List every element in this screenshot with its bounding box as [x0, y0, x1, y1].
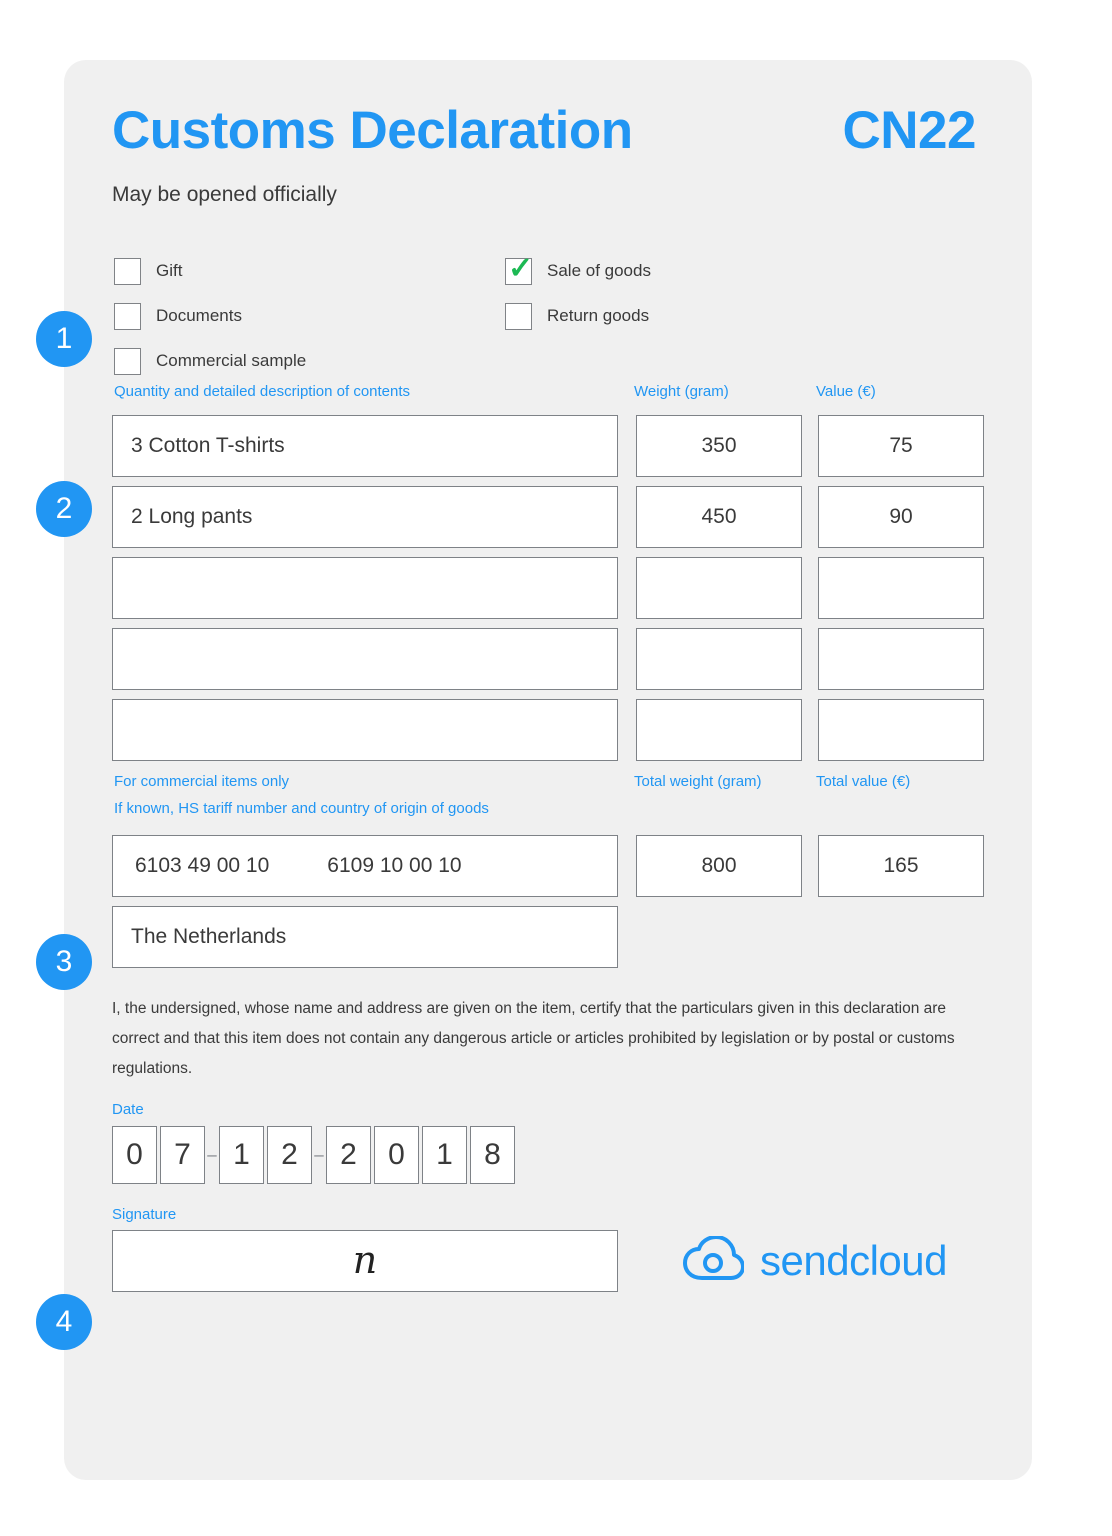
date-separator-1: –: [207, 1145, 217, 1165]
page-title: Customs Declaration: [112, 101, 633, 160]
checkbox-label-gift: Gift: [156, 261, 183, 280]
table-headers: [112, 383, 984, 409]
date-digit-day-2[interactable]: 7: [160, 1126, 205, 1184]
table-row: [112, 486, 984, 548]
date-digit-day-1[interactable]: 0: [112, 1126, 157, 1184]
item-weight-input[interactable]: [636, 628, 802, 690]
form-header: [112, 100, 984, 161]
checkbox-gift[interactable]: [114, 258, 141, 285]
date-digit-month-1[interactable]: 1: [219, 1126, 264, 1184]
column-header-description: Quantity and detailed description of contents: [114, 383, 411, 400]
signature-row: [112, 1230, 984, 1292]
declaration-text: I, the undersigned, whose name and address are given on the item, certify that the particulars given in this declaration are correct and that this item does not contain any dangerous article or articles prohibited by legislation or by postal or customs regulations.: [112, 1000, 955, 1077]
hs-code-1: 6103 49 00 10: [135, 854, 270, 877]
shipment-type-checkboxes: [112, 249, 984, 379]
checkbox-row-return-goods[interactable]: [505, 294, 651, 338]
total-value-label: Total value (€): [816, 773, 911, 790]
column-header-value: Value (€): [816, 383, 876, 400]
table-row: [112, 906, 984, 968]
table-row: [112, 415, 984, 477]
table-row: [112, 699, 984, 761]
form-content: [112, 100, 984, 1292]
table-row: [112, 835, 984, 897]
items-table: [112, 415, 984, 761]
commercial-section-headers: [112, 773, 984, 829]
commercial-items-label: For commercial items only: [114, 773, 290, 790]
checkbox-label-commercial-sample: Commercial sample: [156, 351, 307, 370]
signature-label: Signature: [112, 1206, 177, 1224]
step-badge-3: 3: [36, 934, 92, 990]
item-weight-input[interactable]: 450: [636, 486, 802, 548]
checkbox-commercial-sample[interactable]: [114, 348, 141, 375]
checkbox-row-documents[interactable]: [114, 294, 306, 338]
sendcloud-logo: [682, 1236, 947, 1287]
checkbox-column-left: [114, 249, 306, 384]
commercial-table: [112, 835, 984, 968]
cn22-form-card: [64, 60, 1032, 1480]
brand-name: sendcloud: [760, 1237, 947, 1285]
item-weight-input[interactable]: [636, 699, 802, 761]
item-description-input[interactable]: [112, 628, 618, 690]
column-header-weight: Weight (gram): [634, 383, 729, 400]
checkbox-label-sale-of-goods: Sale of goods: [547, 261, 651, 280]
form-subtitle: May be opened officially: [112, 183, 337, 206]
form-code: CN22: [842, 101, 976, 160]
signature-mark: n: [352, 1238, 378, 1283]
checkbox-column-right: [505, 249, 651, 339]
checkbox-label-documents: Documents: [156, 306, 242, 325]
total-value-input[interactable]: 165: [818, 835, 984, 897]
cloud-icon: [682, 1236, 744, 1287]
checkbox-documents[interactable]: [114, 303, 141, 330]
checkbox-row-gift[interactable]: [114, 249, 306, 293]
item-weight-input[interactable]: [636, 557, 802, 619]
signature-input[interactable]: [112, 1230, 618, 1292]
checkbox-sale-of-goods[interactable]: [505, 251, 534, 285]
hs-codes-input[interactable]: [112, 835, 618, 897]
item-weight-input[interactable]: 350: [636, 415, 802, 477]
item-value-input[interactable]: 90: [818, 486, 984, 548]
step-badge-1: 1: [36, 311, 92, 367]
table-row: [112, 628, 984, 690]
hs-code-2: 6109 10 00 10: [327, 854, 462, 877]
date-field: [112, 1126, 984, 1184]
checkbox-row-sale-of-goods[interactable]: [505, 249, 651, 293]
total-weight-input[interactable]: 800: [636, 835, 802, 897]
date-separator-2: –: [314, 1145, 324, 1165]
item-description-input[interactable]: [112, 699, 618, 761]
total-weight-label: Total weight (gram): [634, 773, 762, 790]
country-of-origin-input[interactable]: The Netherlands: [112, 906, 618, 968]
date-digit-year-2[interactable]: 0: [374, 1126, 419, 1184]
item-value-input[interactable]: [818, 628, 984, 690]
checkbox-return-goods[interactable]: [505, 303, 532, 330]
item-description-input[interactable]: [112, 557, 618, 619]
item-value-input[interactable]: 75: [818, 415, 984, 477]
date-label: Date: [112, 1101, 144, 1119]
checkbox-row-commercial-sample[interactable]: [114, 339, 306, 383]
date-digit-month-2[interactable]: 2: [267, 1126, 312, 1184]
item-value-input[interactable]: [818, 699, 984, 761]
date-digit-year-1[interactable]: 2: [326, 1126, 371, 1184]
hs-tariff-label: If known, HS tariff number and country of origin of goods: [114, 800, 489, 817]
step-badge-2: 2: [36, 481, 92, 537]
date-digit-year-3[interactable]: 1: [422, 1126, 467, 1184]
item-description-input[interactable]: 2 Long pants: [112, 486, 618, 548]
item-description-input[interactable]: 3 Cotton T-shirts: [112, 415, 618, 477]
checkbox-label-return-goods: Return goods: [547, 306, 650, 325]
table-row: [112, 557, 984, 619]
item-value-input[interactable]: [818, 557, 984, 619]
checkmark-icon: ✓: [508, 251, 534, 285]
date-digit-year-4[interactable]: 8: [470, 1126, 515, 1184]
step-badge-4: 4: [36, 1294, 92, 1350]
